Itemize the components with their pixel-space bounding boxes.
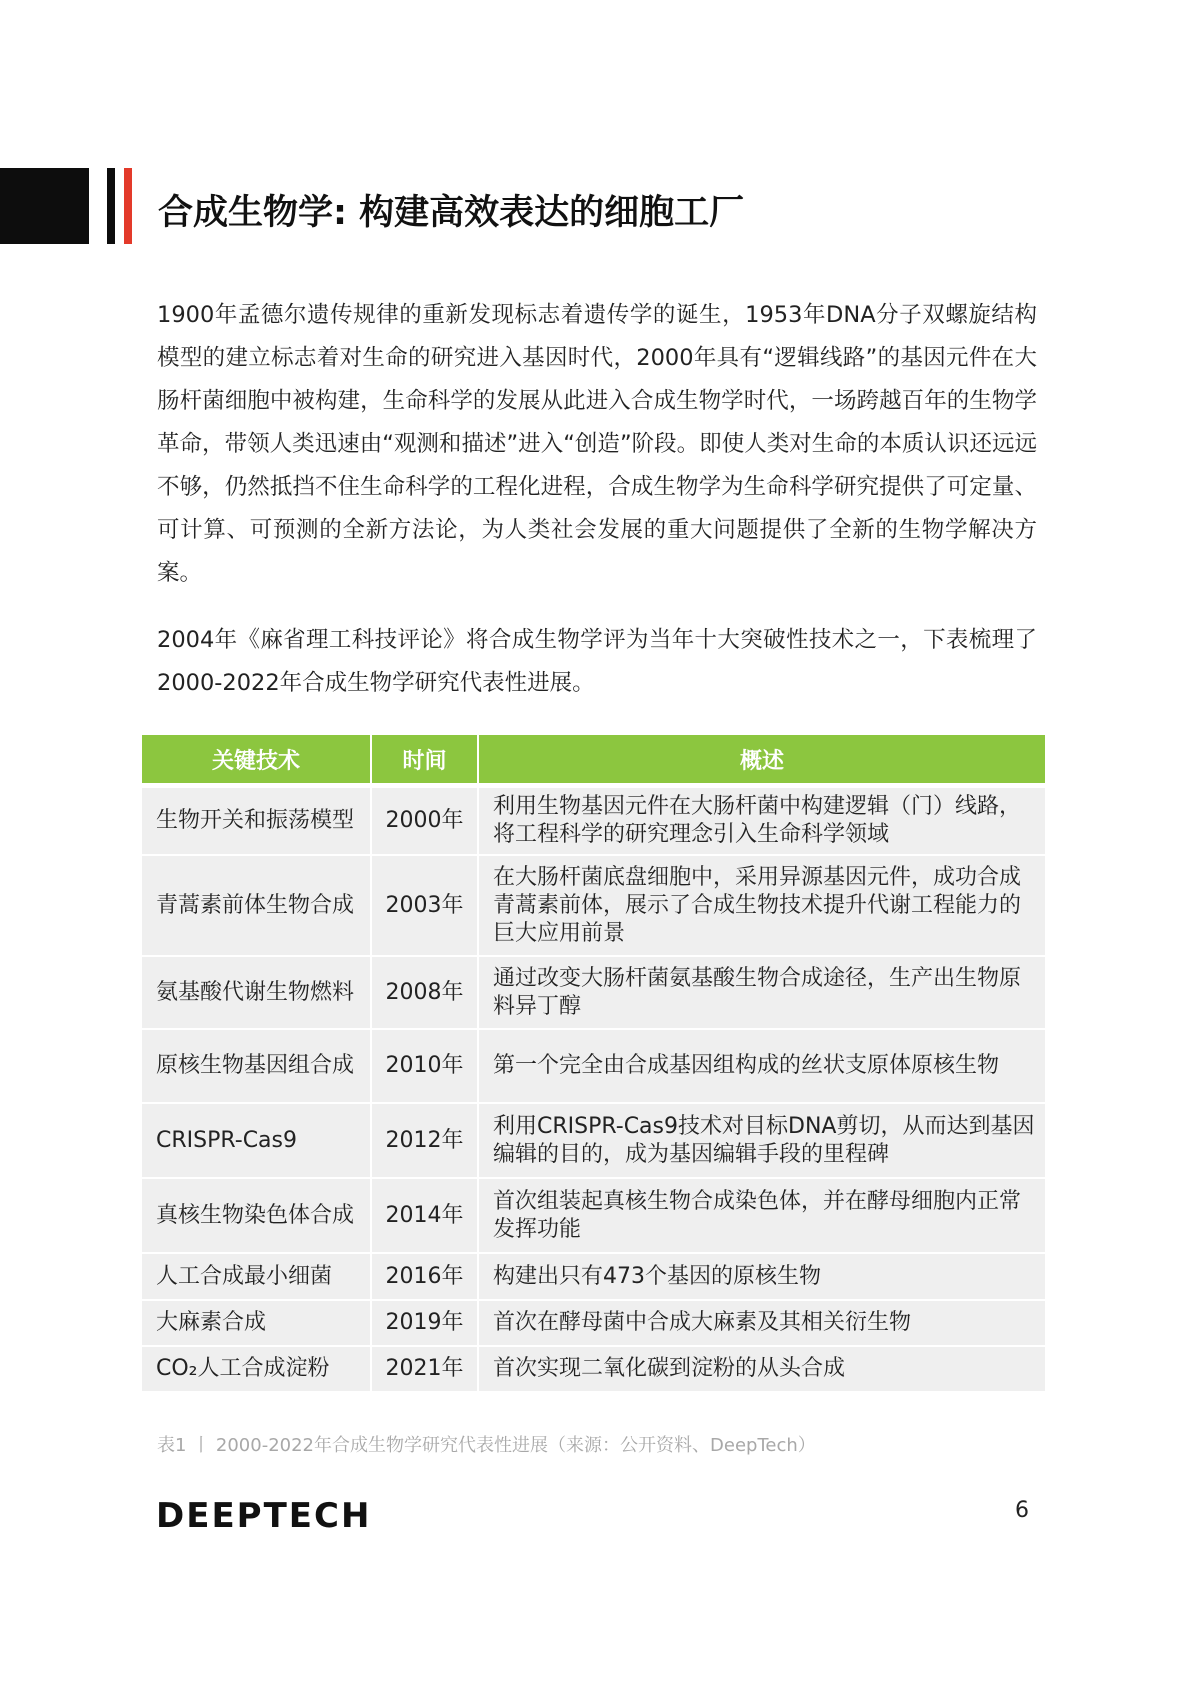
tech-cell: 原核生物基因组合成 <box>142 1030 372 1104</box>
deeptech-logo: DEEPTECH <box>156 1496 372 1536</box>
year-cell: 2016年 <box>372 1254 479 1301</box>
tech-cell: 真核生物染色体合成 <box>142 1179 372 1254</box>
summary-cell: 首次实现二氧化碳到淀粉的从头合成 <box>479 1347 1045 1393</box>
year-cell: 2003年 <box>372 856 479 957</box>
table-row <box>142 1301 1045 1347</box>
tech-cell: 氨基酸代谢生物燃料 <box>142 957 372 1030</box>
header-red-bar <box>124 168 132 244</box>
header-black-block <box>0 168 89 244</box>
table-row <box>142 1104 1045 1179</box>
tech-cell: CO₂人工合成淀粉 <box>142 1347 372 1393</box>
year-cell: 2014年 <box>372 1179 479 1254</box>
table-intro-paragraph: 2004年《麻省理工科技评论》将合成生物学评为当年十大突破性技术之一，下表梳理了2000-2022年合成生物学研究代表性进展。 <box>157 627 1037 696</box>
summary-cell: 利用生物基因元件在大肠杆菌中构建逻辑（门）线路，将工程科学的研究理念引入生命科学领域 <box>479 788 1045 856</box>
year-cell: 2019年 <box>372 1301 479 1347</box>
header-summary: 概述 <box>479 735 1045 788</box>
intro-paragraph: 1900年孟德尔遗传规律的重新发现标志着遗传学的诞生，1953年DNA分子双螺旋结构模型的建立标志着对生命的研究进入基因时代，2000年具有“逻辑线路”的基因元件在大肠杆菌细胞中被构建，生命科学的发展从此进入合成生物学时代，一场跨越百年的生物学革命，带领人类迅速由“观测和描述”进入“创造”阶段。即使人类对生命的本质认识还远远不够，仍然抵挡不住生命科学的工程化进程，合成生物学为生命科学研究提供了可定量、可计算、可预测的全新方法论，为人类社会发展的重大问题提供了全新的生物学解决方案。 <box>157 302 1037 586</box>
summary-cell: 通过改变大肠杆菌氨基酸生物合成途径，生产出生物原料异丁醇 <box>479 957 1045 1030</box>
table-row <box>142 1347 1045 1393</box>
tech-cell: 大麻素合成 <box>142 1301 372 1347</box>
progress-table <box>142 735 1045 1393</box>
summary-cell: 在大肠杆菌底盘细胞中，采用异源基因元件，成功合成青蒿素前体，展示了合成生物技术提升代谢工程能力的巨大应用前景 <box>479 856 1045 957</box>
header-key-tech: 关键技术 <box>142 735 372 788</box>
year-cell: 2008年 <box>372 957 479 1030</box>
summary-cell: 第一个完全由合成基因组构成的丝状支原体原核生物 <box>479 1030 1045 1104</box>
year-cell: 2021年 <box>372 1347 479 1393</box>
tech-cell: 人工合成最小细菌 <box>142 1254 372 1301</box>
table-row <box>142 1179 1045 1254</box>
header-year: 时间 <box>372 735 479 788</box>
year-cell: 2000年 <box>372 788 479 856</box>
summary-cell: 首次在酵母菌中合成大麻素及其相关衍生物 <box>479 1301 1045 1347</box>
summary-cell: 首次组装起真核生物合成染色体，并在酵母细胞内正常发挥功能 <box>479 1179 1045 1254</box>
table-row <box>142 788 1045 856</box>
table-row <box>142 856 1045 957</box>
summary-cell: 利用CRISPR-Cas9技术对目标DNA剪切，从而达到基因编辑的目的，成为基因编辑手段的里程碑 <box>479 1104 1045 1179</box>
tech-cell: 青蒿素前体生物合成 <box>142 856 372 957</box>
table-row <box>142 1254 1045 1301</box>
year-cell: 2012年 <box>372 1104 479 1179</box>
page-number: 6 <box>1015 1498 1029 1523</box>
year-cell: 2010年 <box>372 1030 479 1104</box>
table-row <box>142 1030 1045 1104</box>
header-black-bar <box>107 168 115 244</box>
page-title: 合成生物学: 构建高效表达的细胞工厂 <box>158 193 745 233</box>
table-row <box>142 957 1045 1030</box>
tech-cell: 生物开关和振荡模型 <box>142 788 372 856</box>
table-header-row <box>142 735 1045 788</box>
table-caption: 表1 丨 2000-2022年合成生物学研究代表性进展（来源：公开资料、DeepTech） <box>157 1435 816 1456</box>
tech-cell: CRISPR-Cas9 <box>142 1104 372 1179</box>
summary-cell: 构建出只有473个基因的原核生物 <box>479 1254 1045 1301</box>
